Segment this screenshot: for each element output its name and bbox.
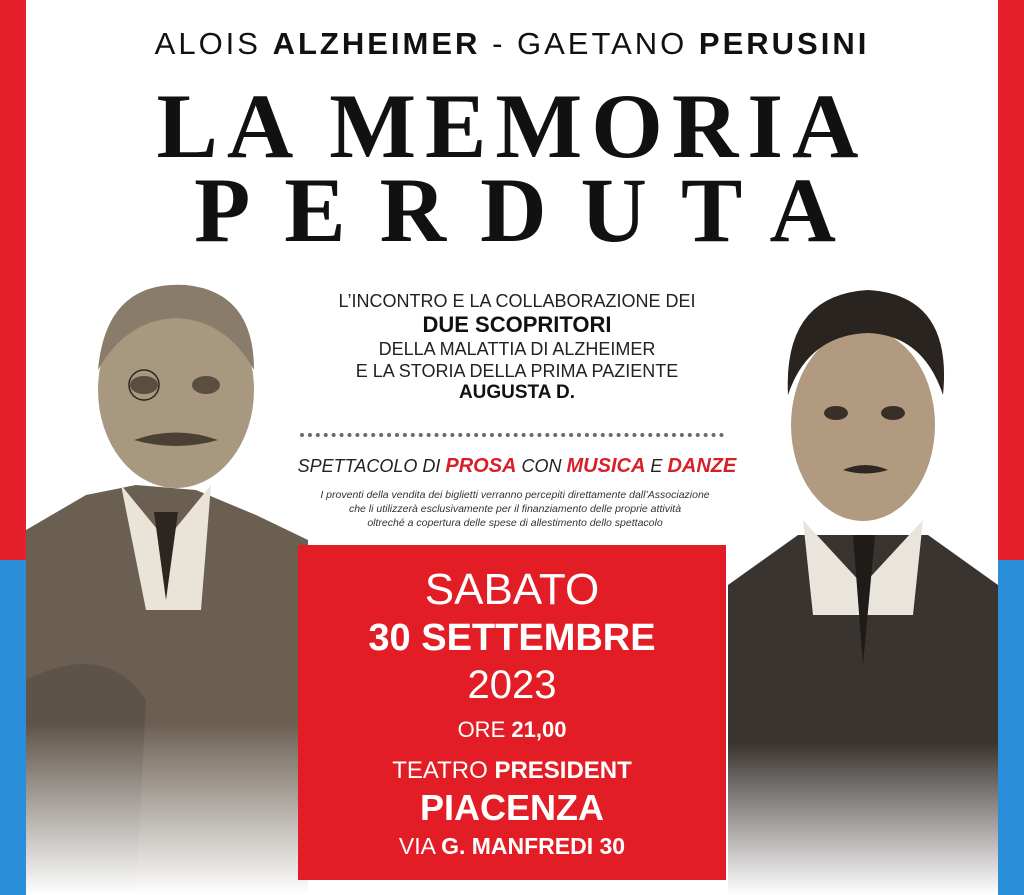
event-year: 2023 [467,663,557,707]
description-line-2: DUE SCOPRITORI [422,312,612,337]
title-line-2: PERDUTA [194,159,870,261]
event-day: SABATO [424,565,600,614]
show-genre-musica: MUSICA [566,455,646,477]
event-venue-name: PRESIDENT [494,757,632,784]
name2-first: GAETANO [517,26,688,61]
description-line-1: L’INCONTRO E LA COLLABORAZIONE DEI [338,291,696,311]
event-city: PIACENZA [419,787,604,828]
proceeds-note-line-3: oltreché a copertura delle spese di allestimento dello spettacolo [367,517,663,529]
event-date: 30 SETTEMBRE [368,617,656,659]
event-time-value: 21,00 [511,717,567,742]
show-genre-danze: DANZE [667,455,737,477]
proceeds-note-line-2: che li utilizzerà esclusivamente per il finanziamento delle proprie attività [348,503,682,515]
event-info-box [298,545,726,880]
event-street-name: G. MANFREDI 30 [441,833,626,859]
description-line-5: AUGUSTA D. [458,382,576,403]
name1-last: ALZHEIMER [272,26,481,61]
show-type-line [290,455,744,478]
description-line-4: E LA STORIA DELLA PRIMA PAZIENTE [355,361,679,381]
show-genre-prosa: PROSA [445,455,517,477]
event-time-label: ORE [457,717,506,742]
name-separator: - [492,26,506,61]
proceeds-note-line-1: I proventi della vendita dei biglietti verranno percepiti direttamente dall’Associazione [320,489,710,501]
show-connector-1: CON [521,456,562,476]
event-street-label: VIA [398,833,435,859]
event-street [298,833,726,860]
event-venue [298,757,726,785]
names-header [0,26,1024,62]
show-connector-2: E [650,456,663,476]
name2-last: PERUSINI [698,26,870,61]
proceeds-note [300,488,730,530]
description-line-3: DELLA MALATTIA DI ALZHEIMER [378,339,656,359]
show-prefix: SPETTACOLO DI [297,456,441,476]
name1-first: ALOIS [154,26,261,61]
perusini-portrait [728,285,998,895]
dotted-divider [300,433,724,437]
alzheimer-portrait [26,280,308,895]
description-block [290,290,744,404]
event-time [298,717,726,743]
title-line-1: LA MEMORIA [156,75,868,177]
event-venue-label: TEATRO [392,757,488,784]
